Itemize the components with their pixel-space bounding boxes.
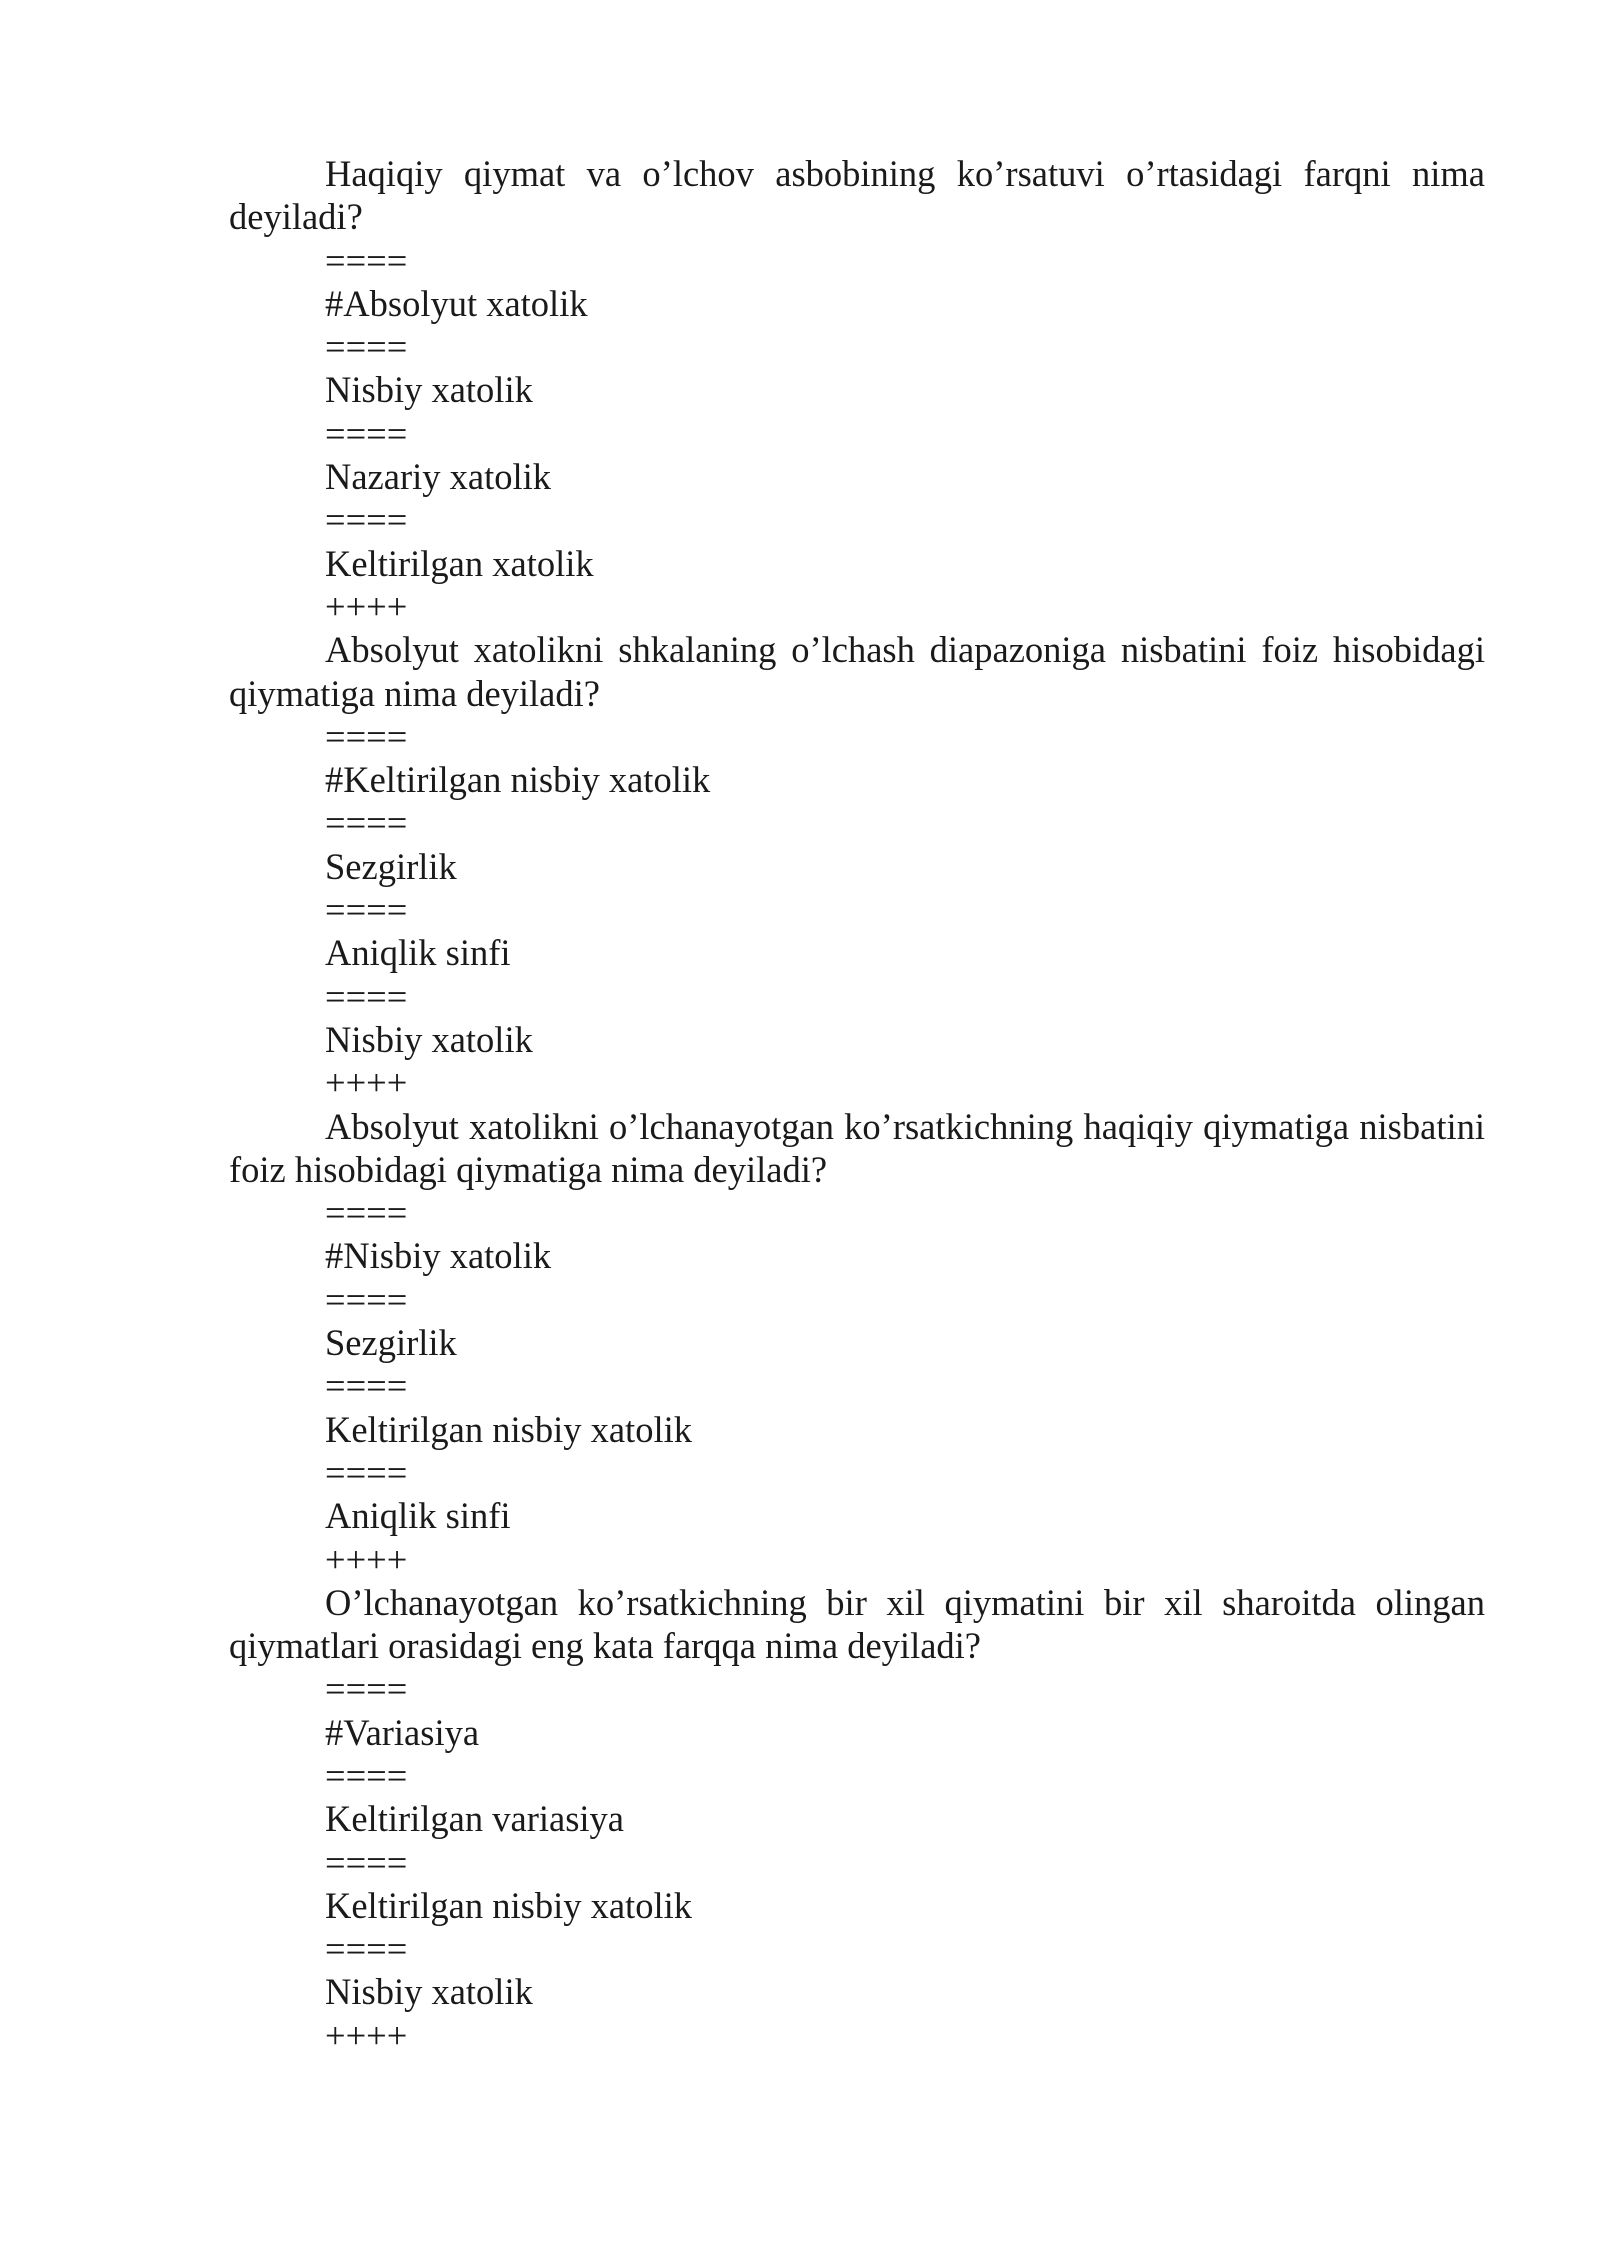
separator: ==== <box>325 1841 408 1883</box>
separator: ==== <box>325 1928 408 1970</box>
question-end-marker: ++++ <box>325 1538 408 1580</box>
question-text: Absolyut xatolikni shkalaning o’lchash diapazoniga nisbatini foiz hisobidagi qiymatiga nima deyiladi? <box>229 629 1485 714</box>
answer-option: #Keltirilgan nisbiy xatolik <box>325 759 711 801</box>
answer-option: #Absolyut xatolik <box>325 282 588 324</box>
separator: ==== <box>325 975 408 1017</box>
answer-option: Keltirilgan variasiya <box>325 1798 624 1840</box>
answer-option: Aniqlik sinfi <box>325 1495 511 1537</box>
answer-option: Keltirilgan nisbiy xatolik <box>325 1884 692 1926</box>
answer-option: #Nisbiy xatolik <box>325 1235 552 1277</box>
question-end-marker: ++++ <box>325 1062 408 1104</box>
separator: ==== <box>325 1668 408 1710</box>
question-text: Absolyut xatolikni o’lchanayotgan ko’rsatkichning haqiqiy qiymatiga nisbatini foiz hisobidagi qiymatiga nima deyiladi? <box>229 1105 1485 1190</box>
separator: ==== <box>325 1451 408 1493</box>
document-body <box>229 152 1485 2057</box>
question-end-marker: ++++ <box>325 2014 408 2056</box>
answer-option: Nisbiy xatolik <box>325 369 533 411</box>
separator: ==== <box>325 412 408 454</box>
separator: ==== <box>325 889 408 931</box>
answer-option: Nisbiy xatolik <box>325 1971 533 2013</box>
separator: ==== <box>325 326 408 368</box>
separator: ==== <box>325 1365 408 1407</box>
answer-option: Sezgirlik <box>325 1322 457 1364</box>
answer-option: Keltirilgan xatolik <box>325 542 594 584</box>
answer-option: Sezgirlik <box>325 845 457 887</box>
question-text: O’lchanayotgan ko’rsatkichning bir xil qiymatini bir xil sharoitda olingan qiymatlari orasidagi eng kata farqqa nima deyiladi? <box>229 1581 1485 1667</box>
answer-option: Nisbiy xatolik <box>325 1018 533 1060</box>
separator: ==== <box>325 1754 408 1796</box>
answer-option: #Variasiya <box>325 1711 480 1753</box>
answer-option: Keltirilgan nisbiy xatolik <box>325 1408 692 1450</box>
question-end-marker: ++++ <box>325 585 408 627</box>
separator: ==== <box>325 1278 408 1320</box>
separator: ==== <box>325 715 408 757</box>
separator: ==== <box>325 802 408 844</box>
separator: ==== <box>325 239 408 281</box>
answer-option: Aniqlik sinfi <box>325 932 511 974</box>
separator: ==== <box>325 499 408 541</box>
separator: ==== <box>325 1192 408 1234</box>
question-text: Haqiqiy qiymat va o’lchov asbobining ko’rsatuvi o’rtasidagi farqni nima deyiladi? <box>229 153 1485 238</box>
answer-option: Nazariy xatolik <box>325 456 552 498</box>
